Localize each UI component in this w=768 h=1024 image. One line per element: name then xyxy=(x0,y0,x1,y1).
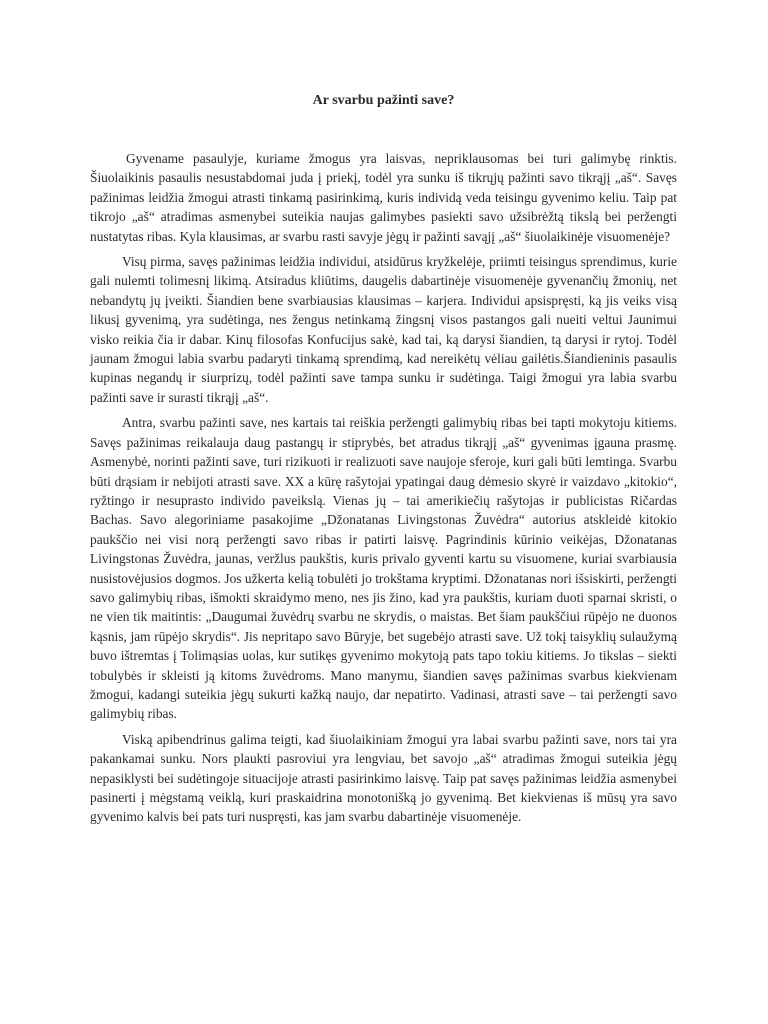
document-title: Ar svarbu pažinti save? xyxy=(312,93,455,108)
paragraph-conclusion: Viską apibendrinus galima teigti, kad šiuolaikiniam žmogui yra labai svarbu pažinti save, nors tai yra pakankamai sunku. Nors plaukti pasroviui yra lengviau, bet savojo „aš“ atradimas žmogui suteikia jėgų nepasiklysti bei sudėtingoje situacijoje atrasti pasirinkimo laisvę. Taip pat savęs pažinimas leidžia asmenybei pasinerti į mėgstamą veiklą, kuri praskaidrina monotonišką jo gyvenimą. Bet kiekvienas iš mūsų yra savo gyvenimo kalvis bei pats turi nuspręsti, kas jam svarbu dabartinėje visuomenėje. xyxy=(90,731,677,825)
paragraph-argument-one: Visų pirma, savęs pažinimas leidžia individui, atsidūrus kryžkelėje, priimti teisingus sprendimus, kurie gali nulemti tolimesnį likimą. Atsiradus kliūtims, daugelis dabartinėje visuomenėje gyvenančių žmonių, net nebandytų jų įveikti. Šiandien bene svarbiausias klausimas – karjera. Individui apsispręsti, ką jis veiks visą likusį gyvenimą, yra sudėtinga, nes žengus netinkamą žingsnį visos pastangos gali nueiti veltui Jaunimui visko reikia čia ir dabar. Kinų filosofas Konfucijus sakė, kad tai, ką darysi šiandien, tą darysi ir rytoj. Todėl jaunam žmogui labia svarbu padaryti tinkamą sprendimą, kad nereikėtų vėliau gailėtis.Šiandieninis pasaulis kupinas negandų ir siurprizų, todėl pažinti save tampa sunku ir sudėtinga. Taigi žmogui yra labia svarbu pažinti save ir surasti tikrąjį „aš“. xyxy=(90,254,677,405)
document-body xyxy=(90,149,677,833)
paragraph-argument-two: Antra, svarbu pažinti save, nes kartais tai reiškia peržengti galimybių ribas bei tapti mokytoju kitiems. Savęs pažinimas reikalauja daug pastangų ir stiprybės, bet atradus tikrąjį „aš“ gyvenimas įgauna prasmę. Asmenybė, norinti pažinti save, turi rizikuoti ir realizuoti save naujoje sferoje, kuri gali būti lemtinga. Svarbu būti drąsiam ir nebijoti atrasti save. XX a kūrę rašytojai ypatingai daug dėmesio skyrė ir vaizdavo „kitokio“, ryžtingo ir nesuprasto individo paveikslą. Vienas jų – tai amerikiečių rašytojas ir publicistas Ričardas Bachas. Savo alegoriniame pasakojime „Džonatanas Livingstonas Žuvėdra“ autorius atskleidė kitokio paukščio nei visi norą peržengti savo ribas ir patirti laisvę. Pagrindinis kūrinio veikėjas, Džonatanas Livingstonas Žuvėdra, jaunas, veržlus paukštis, kuris privalo gyventi kartu su visuomene, kuriai svarbiausia nusistovėjusios dogmos. Jos užkerta kelią tobulėti jo trokštama kryptimi. Džonatanas nori išsiskirti, peržengti savo galimybių ribas, išmokti skraidymo meno, nes jis žino, kad yra paukštis, kuriam duoti sparnai skristi, o ne vien tik maitintis: „Daugumai žuvėdrų svarbu ne skrydis, o maistas. Bet šiam paukščiui rūpėjo ne duonos kąsnis, jam rūpėjo skrydis“. Jis nepritapo savo Būryje, bet sugebėjo atrasti save. Už tokį taisyklių sulaužymą buvo ištremtas į Tolimąsias uolas, kur sutikęs gyvenimo mokytoją pats tapo tokiu kitiems. Jo tikslas – siekti tobulybės ir skleisti ją kitoms žuvėdroms. Mano manymu, šiandien savęs pažinimas svarbus kiekvienam žmogui, kadangi suteikia jėgų sukurti kažką naujo, dar nepatirto. Vadinasi, atrasti save – tai peržengti savo galimybių ribas. xyxy=(90,415,677,722)
paragraph-introduction: Gyvename pasaulyje, kuriame žmogus yra laisvas, nepriklausomas bei turi galimybę rinktis. Šiuolaikinis pasaulis nesustabdomai juda į priekį, todėl yra sunku iš tikrųjų pažinti savo tikrąjį „aš“. Savęs pažinimas leidžia žmogui atrasti tinkamą pasirinkimą, kuris individą veda teisingu gyvenimo keliu. Taip pat tikrojo „aš“ atradimas asmenybei suteikia naujas galimybes pasiekti savo užsibrėžtą tikslą bei peržengti nustatytas ribas. Kyla klausimas, ar svarbu rasti savyje jėgų ir pažinti savąjį „aš“ šiuolaikinėje visuomenėje? xyxy=(90,151,677,244)
